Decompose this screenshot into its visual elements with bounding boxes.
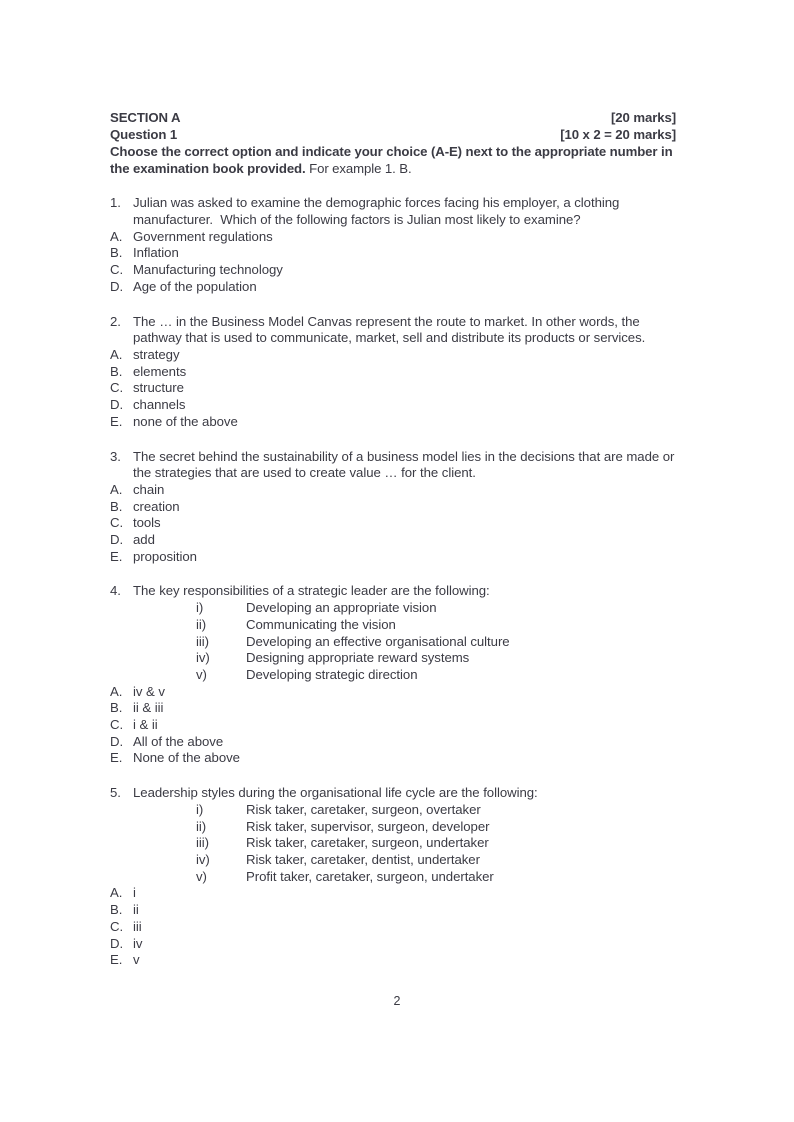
page-number: 2: [393, 994, 401, 1008]
question-header-row: [110, 127, 676, 144]
option-text: Age of the population: [133, 278, 257, 294]
option-marker: B.: [110, 902, 123, 918]
answer-option[interactable]: [110, 347, 676, 364]
question-text: The secret behind the sustainability of a business model lies in the decisions that are made or the strategies that are used to create value … for the client.: [133, 448, 678, 481]
answer-option[interactable]: [110, 734, 676, 751]
option-marker: B.: [110, 245, 123, 261]
roman-marker: ii): [196, 616, 207, 632]
option-marker: D.: [110, 935, 124, 951]
answer-option[interactable]: [110, 380, 676, 397]
roman-text: Risk taker, supervisor, surgeon, developer: [246, 818, 490, 834]
option-marker: E.: [110, 413, 123, 429]
section-marks: [20 marks]: [611, 110, 676, 125]
answer-option[interactable]: [110, 885, 676, 902]
question-block: [110, 583, 676, 767]
question-stem: [110, 449, 676, 482]
option-text: i: [133, 885, 136, 901]
option-marker: B.: [110, 363, 123, 379]
question-stem: [110, 314, 676, 347]
roman-text: Risk taker, caretaker, surgeon, undertaker: [246, 835, 489, 851]
instruction-regular: For example 1. B.: [305, 160, 412, 176]
question-number: 4.: [110, 583, 121, 599]
roman-list-item: [110, 835, 676, 852]
answer-option[interactable]: [110, 952, 676, 969]
answer-option[interactable]: [110, 717, 676, 734]
answer-option[interactable]: [110, 936, 676, 953]
option-text: Government regulations: [133, 228, 273, 244]
question-block: [110, 449, 676, 566]
roman-text: Risk taker, caretaker, surgeon, overtaker: [246, 801, 481, 817]
question-text: Julian was asked to examine the demographic forces facing his employer, a clothing manufacturer. Which of the following factors is Julian most likely to examine?: [133, 195, 623, 228]
question-block: [110, 195, 676, 295]
question-number: 2.: [110, 313, 121, 329]
section-header-row: [110, 110, 676, 127]
roman-text: Communicating the vision: [246, 616, 396, 632]
roman-marker: v): [196, 666, 207, 682]
question-text: The key responsibilities of a strategic leader are the following:: [133, 583, 490, 599]
answer-option[interactable]: [110, 414, 676, 431]
option-marker: C.: [110, 262, 124, 278]
answer-option[interactable]: [110, 499, 676, 516]
answer-option[interactable]: [110, 397, 676, 414]
question-number: 3.: [110, 448, 121, 464]
option-marker: D.: [110, 532, 124, 548]
roman-marker: iv): [196, 851, 210, 867]
roman-text: Designing appropriate reward systems: [246, 650, 470, 666]
answer-option[interactable]: [110, 262, 676, 279]
option-marker: E.: [110, 952, 123, 968]
roman-marker: iii): [196, 633, 209, 649]
roman-sublist: [110, 600, 676, 684]
option-text: none of the above: [133, 413, 238, 429]
question-label: Question 1: [110, 126, 178, 142]
option-marker: E.: [110, 548, 123, 564]
roman-list-item: [110, 617, 676, 634]
roman-marker: i): [196, 600, 204, 616]
question-block: [110, 785, 676, 969]
answer-option[interactable]: [110, 532, 676, 549]
question-number: 1.: [110, 195, 121, 211]
option-text: i & ii: [133, 717, 158, 733]
roman-marker: iii): [196, 835, 209, 851]
option-text: channels: [133, 397, 186, 413]
roman-marker: v): [196, 868, 207, 884]
option-text: strategy: [133, 347, 180, 362]
answer-option[interactable]: [110, 919, 676, 936]
answer-option[interactable]: [110, 750, 676, 767]
roman-list-item: [110, 667, 676, 684]
question-stem: [110, 195, 676, 228]
option-text: proposition: [133, 548, 197, 564]
question-stem: [110, 583, 676, 600]
option-text: tools: [133, 515, 161, 531]
option-text: iii: [133, 918, 142, 934]
answer-option[interactable]: [110, 482, 676, 499]
roman-text: Developing strategic direction: [246, 666, 418, 682]
answer-option[interactable]: [110, 515, 676, 532]
option-text: v: [133, 952, 140, 968]
question-stem: [110, 785, 676, 802]
option-text: add: [133, 532, 155, 548]
option-marker: D.: [110, 733, 124, 749]
option-marker: A.: [110, 347, 123, 362]
question-marks: [10 x 2 = 20 marks]: [560, 126, 676, 142]
option-marker: D.: [110, 397, 124, 413]
option-text: creation: [133, 498, 180, 514]
roman-text: Risk taker, caretaker, dentist, undertaker: [246, 851, 480, 867]
roman-list-item: [110, 634, 676, 651]
roman-list-item: [110, 852, 676, 869]
roman-list-item: [110, 819, 676, 836]
option-text: Manufacturing technology: [133, 262, 283, 278]
question-text: Leadership styles during the organisational life cycle are the following:: [133, 785, 538, 801]
question-text: The … in the Business Model Canvas represent the route to market. In other words, the pathway that is used to communicate, market, sell and distribute its products or services.: [133, 313, 646, 346]
option-text: ii: [133, 902, 139, 918]
answer-option[interactable]: [110, 229, 676, 246]
answer-option[interactable]: [110, 245, 676, 262]
question-number: 5.: [110, 785, 121, 801]
option-marker: B.: [110, 700, 123, 716]
option-marker: A.: [110, 885, 123, 901]
roman-marker: i): [196, 801, 204, 817]
option-marker: C.: [110, 717, 124, 733]
option-marker: A.: [110, 228, 123, 244]
instruction-text: [110, 144, 676, 177]
option-marker: D.: [110, 278, 124, 294]
option-text: iv & v: [133, 683, 165, 699]
roman-marker: iv): [196, 650, 210, 666]
question-block: [110, 314, 676, 431]
option-text: elements: [133, 363, 187, 379]
answer-option[interactable]: [110, 700, 676, 717]
roman-list-item: [110, 650, 676, 667]
option-marker: A.: [110, 683, 123, 699]
answer-option[interactable]: [110, 364, 676, 381]
instruction-bold: Choose the correct option and indicate your choice (A-E) next to the appropriate number in the examination book provided.: [110, 144, 673, 176]
option-text: All of the above: [133, 733, 224, 749]
option-text: None of the above: [133, 750, 240, 766]
option-text: chain: [133, 481, 165, 497]
roman-list-item: [110, 869, 676, 886]
roman-marker: ii): [196, 818, 207, 834]
option-marker: C.: [110, 515, 124, 531]
option-marker: B.: [110, 498, 123, 514]
roman-list-item: [110, 600, 676, 617]
roman-list-item: [110, 802, 676, 819]
option-text: structure: [133, 380, 184, 396]
option-marker: C.: [110, 918, 124, 934]
roman-text: Developing an appropriate vision: [246, 600, 437, 616]
option-text: Inflation: [133, 245, 179, 261]
section-label: SECTION A: [110, 110, 181, 125]
roman-sublist: [110, 802, 676, 886]
option-marker: A.: [110, 481, 123, 497]
questions-list: [110, 195, 676, 969]
option-text: iv: [133, 935, 143, 951]
roman-text: Developing an effective organisational culture: [246, 633, 510, 649]
answer-option[interactable]: [110, 902, 676, 919]
answer-option[interactable]: [110, 279, 676, 296]
answer-option[interactable]: [110, 684, 676, 701]
roman-text: Profit taker, caretaker, surgeon, undertaker: [246, 868, 494, 884]
option-marker: E.: [110, 750, 123, 766]
document-body: [110, 110, 676, 969]
answer-option[interactable]: [110, 549, 676, 566]
option-text: ii & iii: [133, 700, 164, 716]
option-marker: C.: [110, 380, 124, 396]
